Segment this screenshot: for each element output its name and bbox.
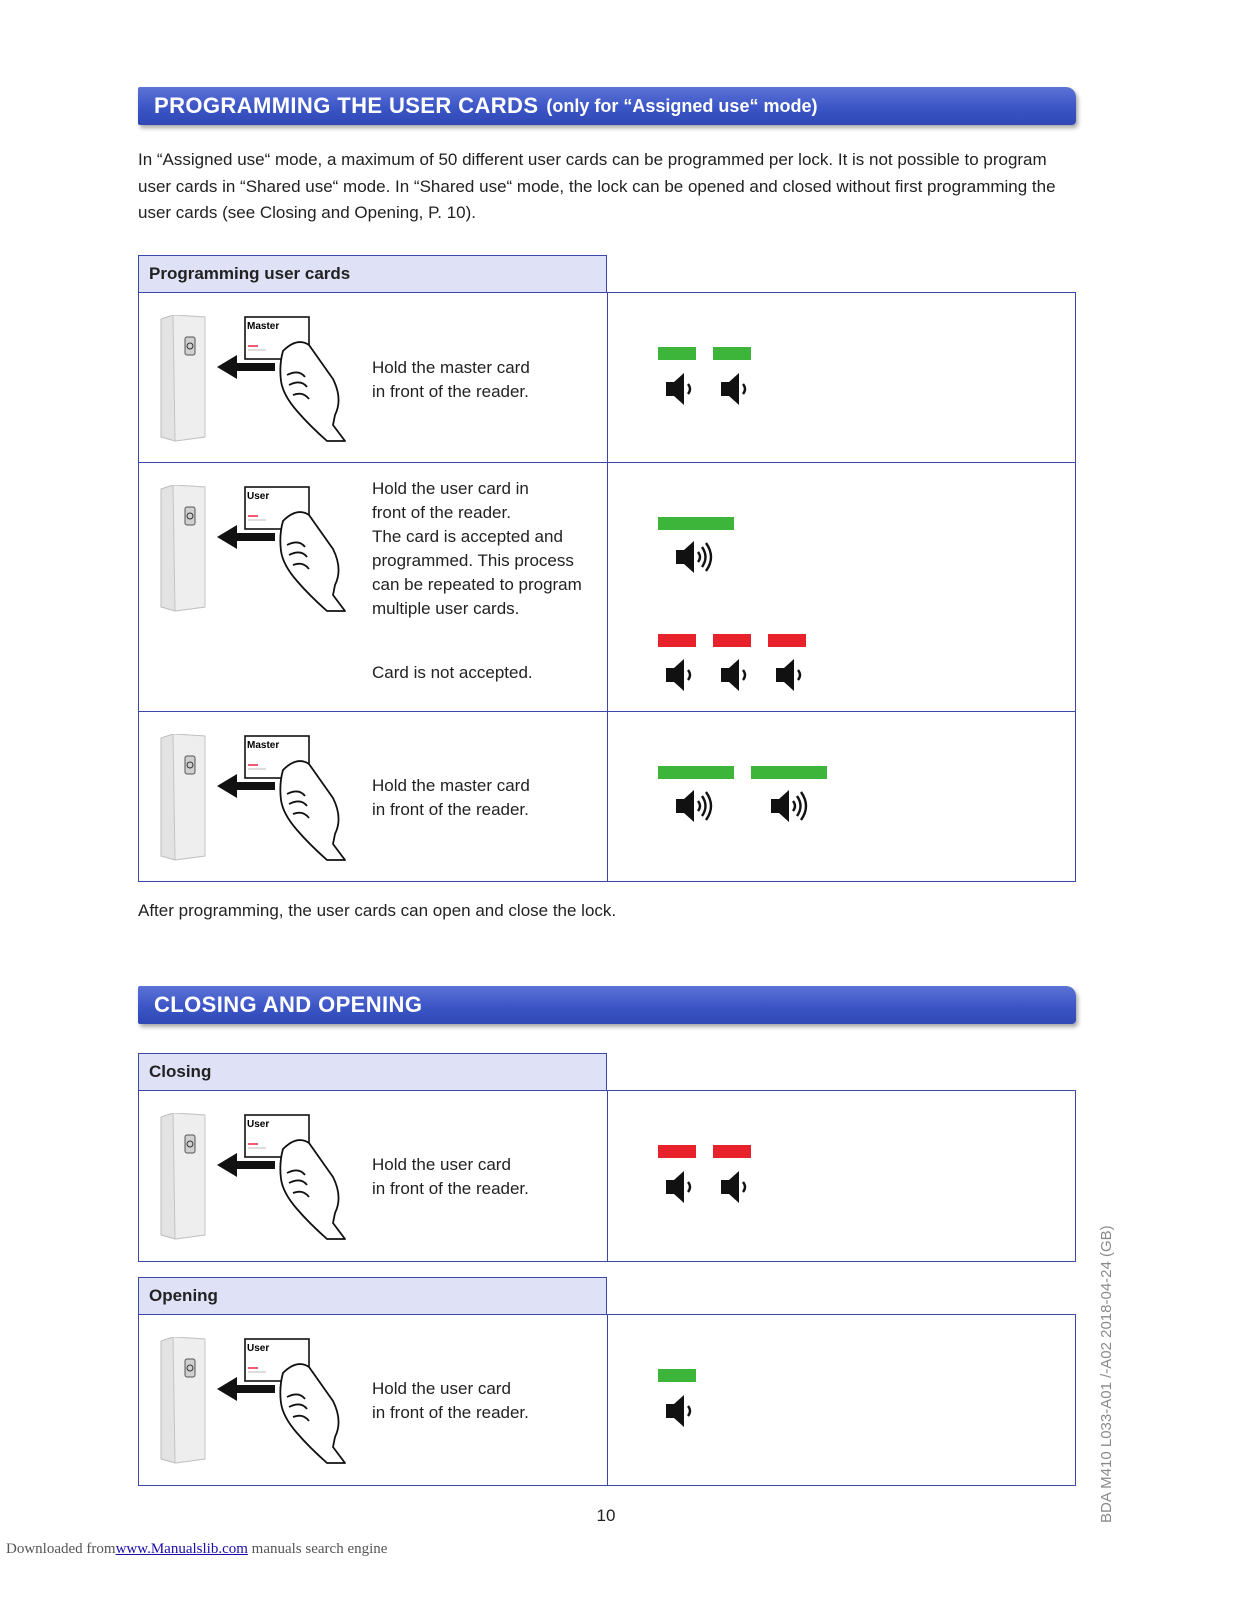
card-reader-illustration [157, 485, 347, 615]
led-green-long [751, 766, 827, 779]
led-red-short [713, 634, 751, 647]
led-green-short [658, 347, 696, 360]
document-code: BDA M410 L033-A01 /-A02 2018-04-24 (GB) [1098, 1225, 1115, 1523]
table-header-closing [138, 1053, 607, 1091]
speaker-short-beep-icon [664, 1169, 702, 1205]
led-red-short [713, 1145, 751, 1158]
speaker-short-beep-icon [719, 1169, 757, 1205]
column-divider [607, 293, 608, 462]
column-divider [607, 1091, 608, 1261]
hand-icon [280, 342, 345, 441]
table-row [138, 712, 1076, 882]
section-title-suffix: (only for “Assigned use“ mode) [546, 95, 818, 116]
speaker-short-beep-icon [664, 1393, 702, 1429]
led-green-short [713, 347, 751, 360]
svg-text:Master: Master [247, 740, 280, 751]
speaker-long-beep-icon [674, 539, 716, 575]
card-reader-illustration [157, 315, 347, 445]
speaker-short-beep-icon [774, 657, 812, 693]
speaker-short-beep-icon [719, 371, 757, 407]
column-divider [607, 463, 608, 711]
led-red-short [658, 634, 696, 647]
table-header-programming [138, 255, 607, 293]
manualslib-link[interactable]: www.Manualslib.com [115, 1541, 248, 1557]
column-divider [607, 712, 608, 881]
table-header-label: Closing [149, 1062, 212, 1081]
card-reader-illustration [157, 1337, 347, 1467]
table-header-label: Programming user cards [149, 264, 351, 283]
instruction-text: Hold the user card in front of the reader. The card is accepted and programmed. This process can be repeated to program multiple user cards. [372, 479, 582, 618]
section-title: PROGRAMMING THE USER CARDS [154, 93, 539, 118]
speaker-long-beep-icon [674, 788, 716, 824]
table-row-opening [138, 1314, 1076, 1486]
column-divider [607, 1315, 608, 1485]
download-prefix: Downloaded from [6, 1541, 116, 1557]
download-footer [6, 1541, 387, 1558]
card-reader-illustration [157, 734, 347, 864]
led-green-long [658, 517, 734, 530]
hand-icon [280, 1364, 345, 1463]
lock-reader-icon [161, 315, 205, 441]
table-header-label: Opening [149, 1286, 218, 1305]
svg-text:User: User [247, 1343, 270, 1354]
hand-icon [280, 761, 345, 860]
table-row [138, 463, 1076, 712]
speaker-short-beep-icon [719, 657, 757, 693]
page-number: 10 [596, 1506, 616, 1525]
lock-reader-icon [161, 734, 205, 860]
after-programming-note: After programming, the user cards can open and close the lock. [138, 901, 617, 920]
instruction-text-rejected: Card is not accepted. [372, 663, 533, 682]
led-red-short [768, 634, 806, 647]
svg-text:User: User [247, 1119, 270, 1130]
intro-paragraph: In “Assigned use“ mode, a maximum of 50 different user cards can be programmed per lock. It is not possible to program user cards in “Shared use“ mode. In “Shared use“ mode, the lock can be opened and closed without first programming the user cards (see Closing and Opening, P. 10). [138, 150, 1056, 222]
speaker-long-beep-icon [769, 788, 811, 824]
hand-icon [280, 1140, 345, 1239]
instruction-text: Hold the user card in front of the reader. [372, 1379, 529, 1422]
hand-icon [280, 512, 345, 611]
svg-text:User: User [247, 491, 270, 502]
instruction-text: Hold the master card in front of the reader. [372, 358, 530, 401]
lock-reader-icon [161, 1113, 205, 1239]
led-green-short [658, 1369, 696, 1382]
svg-text:Master: Master [247, 321, 280, 332]
download-suffix: manuals search engine [247, 1541, 388, 1557]
card-reader-illustration [157, 1113, 347, 1243]
section-banner-programming [138, 87, 1076, 125]
instruction-text: Hold the master card in front of the reader. [372, 776, 530, 819]
led-green-long [658, 766, 734, 779]
table-row [138, 292, 1076, 463]
lock-reader-icon [161, 1337, 205, 1463]
table-row-closing [138, 1090, 1076, 1262]
lock-reader-icon [161, 485, 205, 611]
speaker-short-beep-icon [664, 657, 702, 693]
instruction-text: Hold the user card in front of the reader. [372, 1155, 529, 1198]
led-red-short [658, 1145, 696, 1158]
section-banner-closing-opening [138, 986, 1076, 1024]
speaker-short-beep-icon [664, 371, 702, 407]
section-title: CLOSING AND OPENING [154, 992, 423, 1017]
table-header-opening [138, 1277, 607, 1315]
